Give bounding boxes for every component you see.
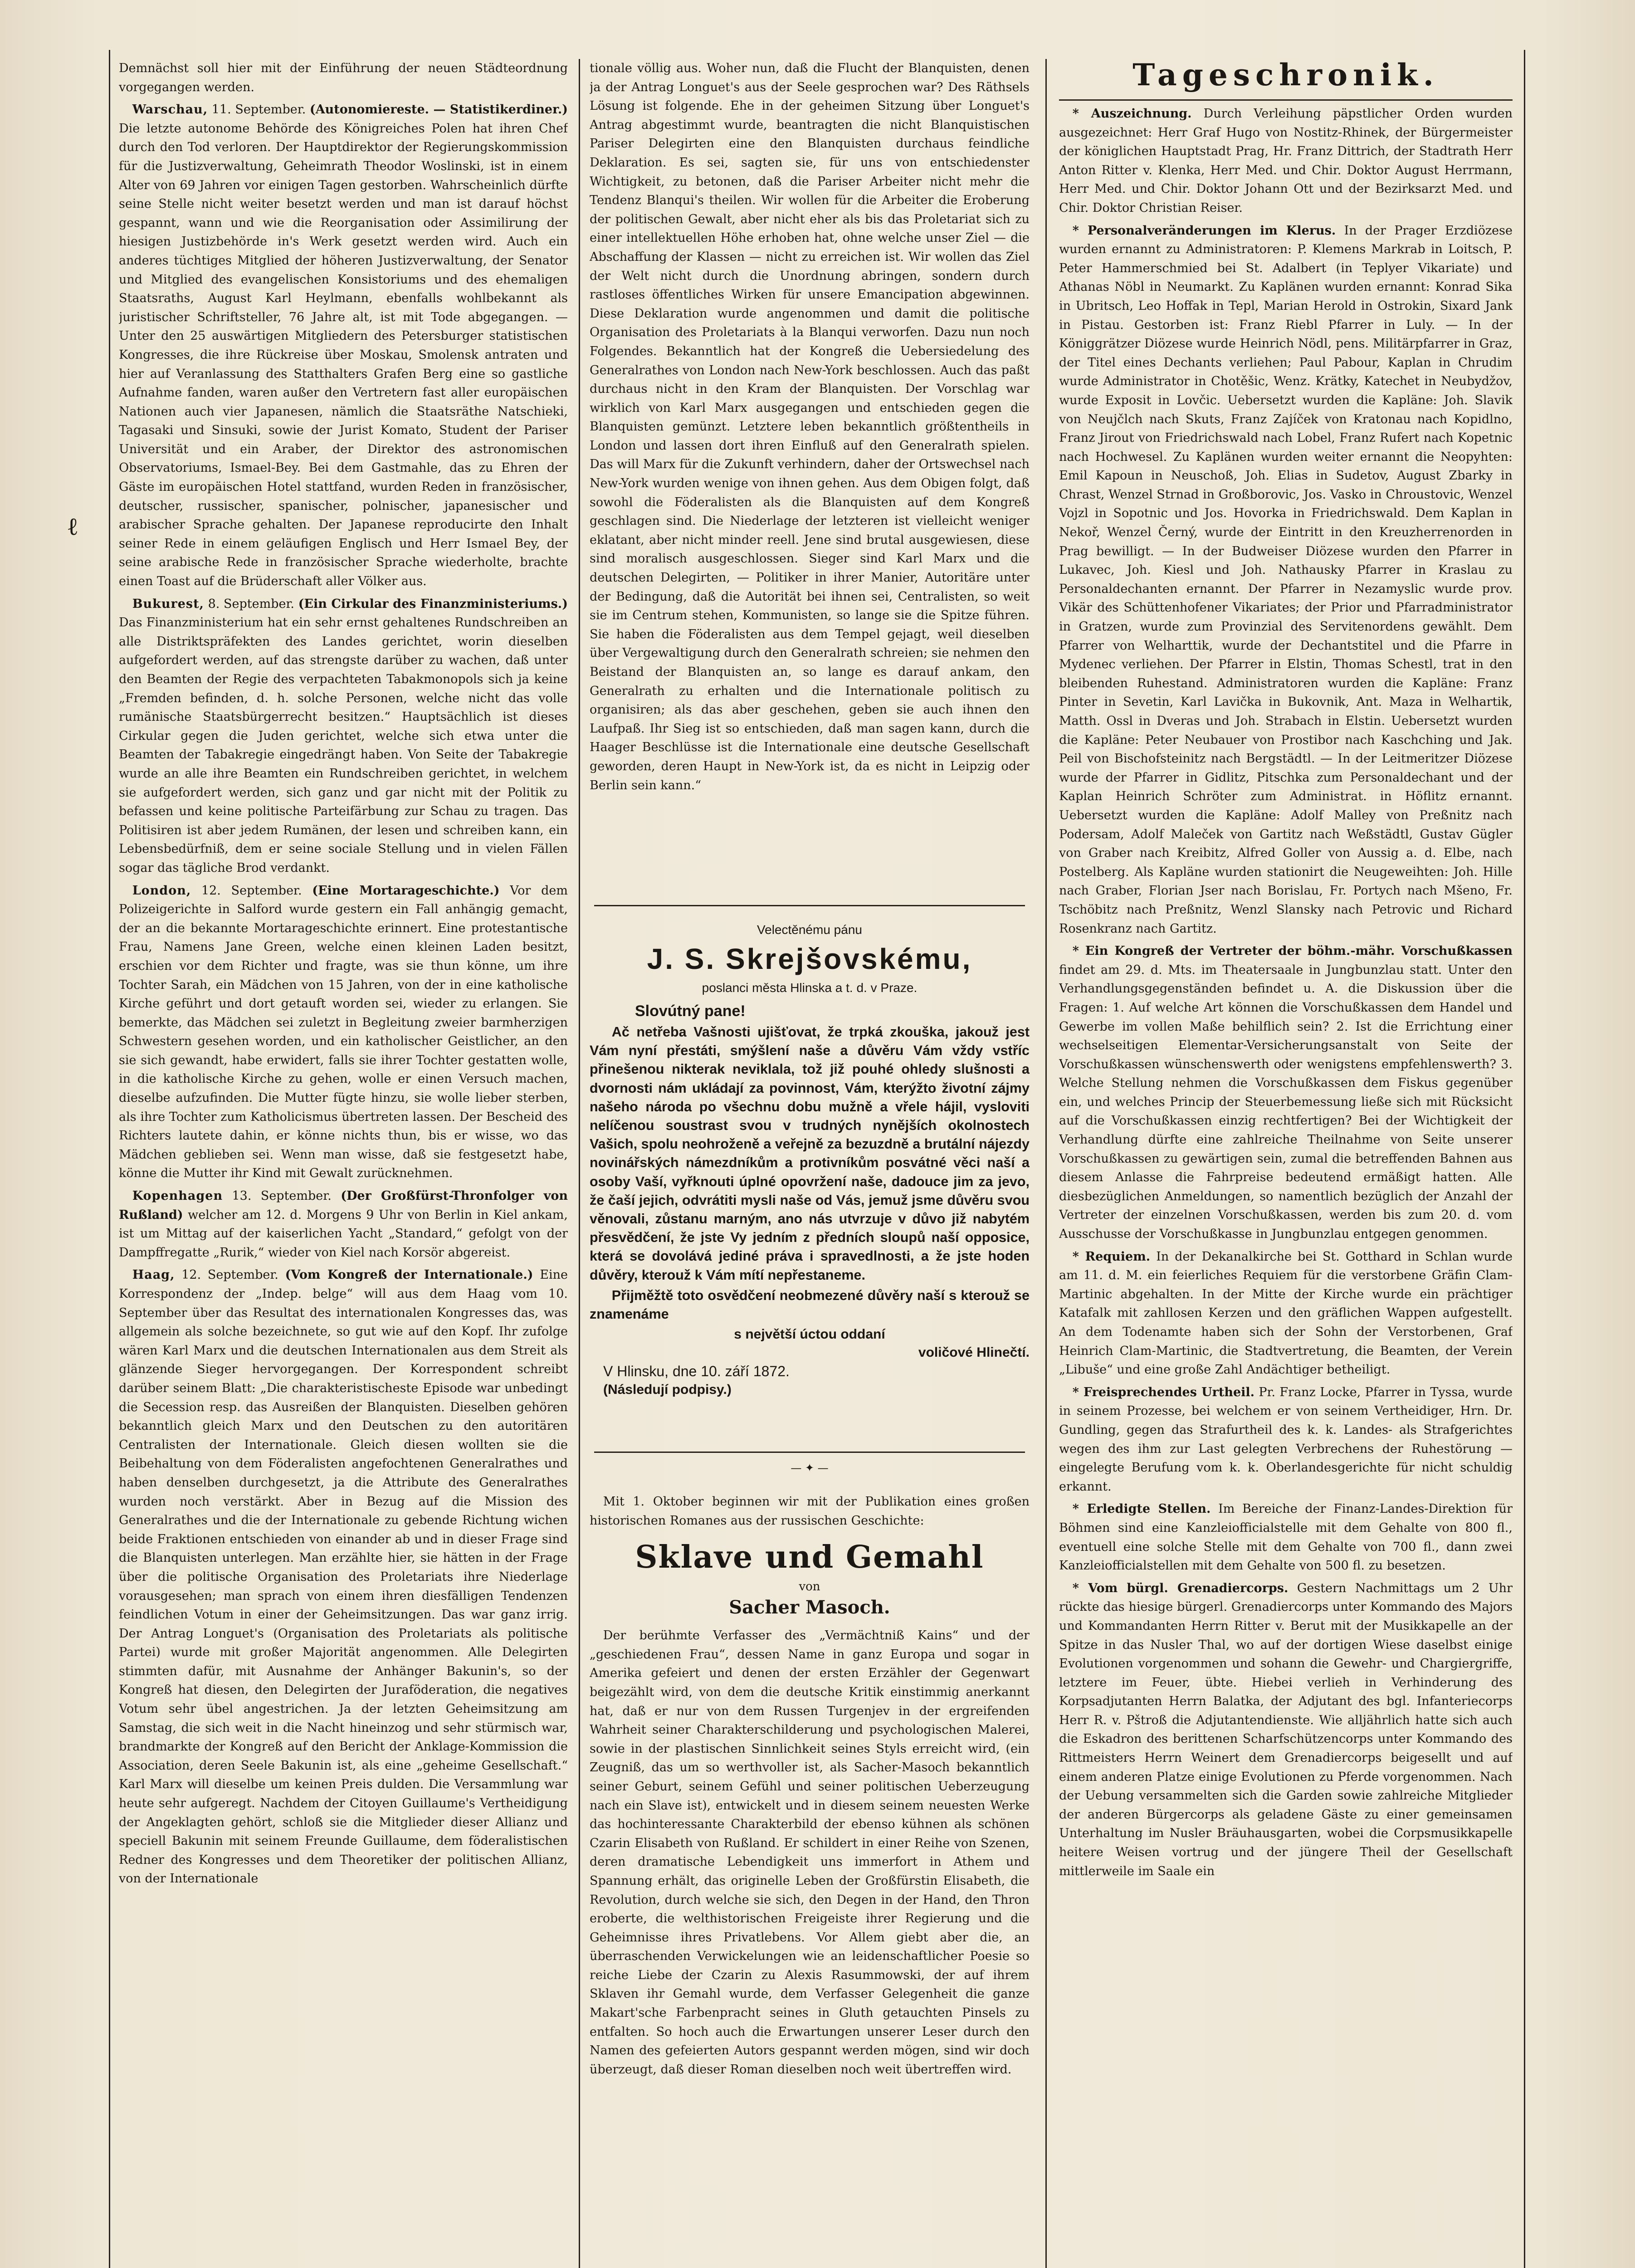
article-dateline: London,	[132, 883, 191, 898]
czech-salutation: Slovútný pane!	[635, 1002, 746, 1020]
article-text: Vor dem Polizeigerichte in Salford wurde gestern ein Fall anhängig gemacht, der an die bekannte Mortarageschichte erinnert. Eine protestantische Frau, Namens Jane Green, welche einen kleinen Laden besitzt, erschien vor dem Richter und fragte, was sie thun könne, um ihre Tochter Sarah, ein Mädchen von 15 Jahren, von der in eine katholische Kirche geführt und dort getauft worden sei, wieder zu erlangen. Sie bemerkte, das Mädchen sei zuletzt in Begleitung zweier barmherzigen Schwestern gesehen worden, und ein katholischer Geistlicher, an den sie sich gewandt, habe erwidert, falls sie ihrer Tochter gestatten wolle, in die katholische Kirche zu gehen, wolle er einen Versuch machen, dieselbe aufzufinden. Die Mutter fügte hinzu, sie wolle lieber sterben, als ihre Tochter zum Katholicismus übertreten lassen. Der Bescheid des Richters lautete dahin, er könne nichts thun, bis er wisse, wo das Mädchen geblieben sei. Wenn man wisse, daß sie festgesetzt habe, könne die Mutter ihr Kind mit Gewalt zurücknehmen.	[119, 883, 568, 1181]
column2-continuation: tionale völlig aus. Woher nun, daß die Flucht der Blanquisten, denen ja der Antrag Longuet's aus der Seele gesprochen war? Des Räthsels Lösung ist folgende. Ehe in der geheimen Sitzung über Longuet's Antrag abgestimmt wurde, beantragten die nicht Blanquistischen Pariser Delegirten eine den Blanquisten durchaus feindliche Deklaration. Es sei, sagten sie, für uns von entschiedenster Wichtigkeit, zu betonen, daß die Pariser Arbeiter nicht mehr die Tendenz Blanqui's theilen. Wir wollen für die Arbeiter die Eroberung der politischen Gewalt, aber nicht eher als bis das Proletariat sich zu einer intellektuellen Höhe erhoben hat, ohne welche unser Ziel — die Abschaffung der Klassen — nicht zu erreichen ist. Wir wollen das Ziel der Welt nicht durch die Unordnung abringen, sondern durch rastloses öffentliches Wirken für unsere Emancipation abgewinnen. Diese Deklaration wurde angenommen und damit die politische Organisation des Proletariats à la Blanqui verworfen. Dazu nun noch Folgendes. Bekanntlich hat der Kongreß die Uebersiedelung des Generalrathes von London nach New-York beschlossen. Auch das paßt durchaus nicht in den Kram der Blanquisten. Der Vorschlag war wirklich von Karl Marx ausgegangen und entschieden gegen die Blanquisten gemünzt. Letztere leben bekanntlich größtentheils in London und lassen dort ihren Einfluß auf den Generalrath spielen. Das will Marx für die Zukunft verhindern, daher der Ortswechsel nach New-York wurden wenige von ihnen gehen. Aus dem Obigen folgt, daß sowohl die Föderalisten als die Blanquisten auf dem Kongreß geschlagen sind. Die Niederlage der letzteren ist vielleicht weniger eklatant, aber nicht minder reell. Jene sind brutal ausgewiesen, diese sind moralisch ausgeschlossen. Sieger sind Karl Marx und die deutschen Delegirten, — Politiker in ihrer Manier, Autoritäre unter der Bedingung, daß die Autorität bei ihnen sei, Centralisten, so weit sie im Centrum stehen, Kommunisten, so lange sie die Spitze führen. Sie haben die Föderalisten aus dem Tempel gejagt, weil dieselben über Vergewaltigung durch den Generalrath schreien; sie nehmen den Beistand der Blanquisten an, so lange es darauf ankam, den Generalrath zu erhalten und die Internationale politisch zu organisiren; als das aber geschehen, geben sie auch ihnen den Laufpaß. Ihr Sieg ist so entschieden, daß man sagen kann, durch die Haager Beschlüsse ist die Internationale eine deutsche Gesellschaft geworden, deren Haupt in New-York ist, da es nicht in Leipzig oder Berlin sein kann.“	[590, 61, 1030, 792]
news-item	[1059, 1383, 1513, 1496]
article-text: Das Finanzministerium hat ein sehr ernst gehaltenes Rundschreiben an alle Distriktspräfekten des Landes gerichtet, worin dieselben aufgefordert werden, auf das strengste darüber zu wachen, daß unter den Beamten der Regie des verpachteten Tabakmonopols sich ja keine „Fremden befinden, d. h. solche Personen, welche nicht das volle rumänische Staatsbürgerrecht besitzen.“ Hauptsächlich ist dieses Cirkular gegen die Juden gerichtet, welche sich etwa unter die Beamten der Tabakregie eingedrängt haben. Von Seite der Tabakregie wurde an alle ihre Beamten ein Rundschreiben gerichtet, in welchem sie aufgefordert werden, sich ganz und gar nicht mit der Politik zu befassen und keine politische Parteifärbung zur Schau zu tragen. Das Politisiren ist aber jedem Rumänen, der lesen und schreiben kann, ein Lebensbedürfniß, dem er seine sociale Stellung und in vielen Fällen sogar das tägliche Brod verdankt.	[119, 616, 568, 875]
news-item	[1059, 221, 1513, 938]
masthead-underline	[1059, 99, 1513, 101]
czech-signature: voličové Hlinečtí.	[918, 1345, 1030, 1360]
news-item	[1059, 104, 1513, 218]
column-3	[1059, 57, 1513, 2268]
separator-line	[594, 1452, 1025, 1453]
column-2-top	[590, 59, 1030, 898]
news-item-text: Im Bereiche der Finanz-Landes-Direktion für Böhmen sind eine Kanzleiofficialstelle mit dem Gehalte von 800 fl., eventuell eine solche Stelle mit dem Gehalte von 700 fl., dann zwei Kanzleiofficialstellen mit dem Gehalte von 500 fl. zu besetzen.	[1059, 1502, 1513, 1573]
czech-paragraph: Ač netřeba Vašnosti ujišťovat, že trpká zkouška, jakouž jest Vám nyní přestáti, smýšlení naše a důvěru Vám vždy vstříc přinešenou nikterak neviklala, tož již pouhé ohledy slušnosti a dvornosti nám ukládají za povinnost, Vám, kterýžto životní zájmy našeho národa po všechnu dobu mužně a vřele hájil, vysloviti nelíčenou soustrast svou v trudných nynějších okolnostech Vašich, spolu neohroženě a veřejně za bezuzdně a brutální nájezdy novinářských námezdníkům a protivníkům posvátné věci naší a osoby Vaší, vyřknouti úplné opovržení naše, dadouce jim za jevo, že čaší jejich, odvrátiti mysli naše od Vás, jemuž jsme důvěru svou věnovali, zůstanu marným, ano nás utvrzuje v důvo již nabytém přesvědčení, že jste Vy jedním z předních sloupů naší opposice, která se dovolává jediné práva i spravedlnosti, a že jste hoden důvěry, kterouž k Vám mítí nepřestaneme.	[590, 1024, 1030, 1283]
column-divider-1	[579, 59, 580, 2268]
article-kopenhagen	[119, 1187, 568, 1262]
news-item-text: Gestern Nachmittags um 2 Uhr rückte das hiesige bürgerl. Grenadiercorps unter Kommando des Majors und Kommandanten Herrn Ritter v. Berut mit der Musikkapelle an der Spitze in das Nusler Thal, wo auf der dortigen Wiese daselbst einige Evolutionen vorgenommen und sohann die Gewehr- und Chargiergriffe, letztere im Feuer, übte. Hiebei verlieh in Verhinderung des Korpsadjutanten Herrn Balatka, der Adjutant des bgl. Infanteriecorps Herr R. v. Pštroß die Adjutantendienste. Wie alljährlich hatte sich auch die Eskadron des berittenen Scharfschützencorps unter Kommando des Rittmeisters Herrn Weinert dem Grenadiercorps beigesellt und auf einem anderen Platze einige Evolutionen zu Pferde vorgenommen. Nach der Uebung versammelten sich die Garden sowie zahlreiche Mitglieder der anderen Bürgercorps als geladene Gäste zu einer gemeinsamen Unterhaltung im Nusler Bräuhausgarten, wobei die Corpsmusikkapelle heitere Weisen vortrug und der jüngere Theil der Gesellschaft mittlerweile im Saale ein	[1059, 1581, 1513, 1878]
article-date: 13. September.	[232, 1189, 332, 1203]
news-item-heading: * Auszeichnung.	[1072, 107, 1192, 121]
news-item-text: Durch Verleihung päpstlicher Orden wurden ausgezeichnet: Herr Graf Hugo von Nostitz-Rhinek, der Bürgermeister der königlichen Hauptstadt Prag, Hr. Franz Dittrich, der Stadtrath Herr Anton Ritter v. Klenka, Herr Med. und Chir. Doktor August Herrmann, Herr Med. und Chir. Doktor Johann Ott und der Bezirksarzt Med. und Chir. Doktor Christian Reiser.	[1059, 107, 1513, 215]
czech-paragraph: Přijměžtě toto osvědčení neobmezené důvěry naší s kterouž se znamenáme	[590, 1287, 1030, 1322]
feuilleton-title: Sklave und Gemahl	[635, 1539, 984, 1576]
article-text: welcher am 12. d. Morgens 9 Uhr von Berlin in Kiel ankam, ist um Mittag auf der kaiserlichen Yacht „Standard,“ gefolgt von der Dampffregatte „Rurik,“ wieder von Kiel nach Korsör abgereist.	[119, 1207, 568, 1260]
news-item	[1059, 1579, 1513, 1881]
article-dateline: Warschau,	[132, 103, 208, 117]
czech-note: (Následují podpisy.)	[603, 1382, 732, 1398]
column1-intro: Demnächst soll hier mit der Einführung der neuen Städteordnung vorgegangen werden.	[119, 61, 568, 94]
news-item-heading: * Requiem.	[1072, 1249, 1151, 1264]
czech-addressee-name: J. S. Skrejšovskému,	[647, 943, 972, 975]
article-bukurest	[119, 595, 568, 878]
czech-body	[590, 1023, 1030, 1324]
news-item	[1059, 1247, 1513, 1379]
news-item-heading: * Personalveränderungen im Klerus.	[1072, 223, 1336, 238]
ornament: — ✦ —	[791, 1461, 829, 1474]
czech-date: V Hlinsku, dne 10. září 1872.	[603, 1363, 790, 1380]
news-item-heading: * Erledigte Stellen.	[1072, 1502, 1211, 1516]
news-item-text: In der Prager Erzdiözese wurden ernannt zu Administratoren: P. Klemens Markrab in Loitsch, P. Peter Hammerschmied bei St. Adalbert (in Teplyer Vikariate) und Athanas Nöbl in Neumarkt. Zu Kaplänen wurden ernannt: Konrad Sika in Ubritsch, Leo Hoffak in Tepl, Marian Herold in Ostrokin, Sixard Jank in Pistau. Gestorben ist: Franz Riebl Pfarrer in Luly. — In der Königgrätzer Diözese wurde Heinrich Nödl, pens. Militärpfarrer in Graz, der Titel eines Dechants verliehen; Paul Pabour, Kaplan in Chrudim wurde Administrator in Chotěšic, Wenz. Krätky, Katechet in Neubydžov, wurde Exposit in Lovčic. Uebersetzt wurden die Kapläne: Joh. Slavik von Neujčlch nach Skuts, Franz Zajíček von Kratonau nach Kopidlno, Franz Jirout von Friedrichswald nach Lobel, Franz Rufert nach Kopetnic nach Hochwesel. Zu Kaplänen wurden weiter ernannt die Neopyhten: Emil Kapoun in Neuschoß, Joh. Elias in Sudetov, August Zbarky in Chrast, Wenzel Strnad in Großborovic, Jos. Vasko in Chroustovic, Wenzel Vojzl in Sopotnic und Jos. Hovorka in Friedrichswald. Dem Kaplan in Nekoř, Wenzel Černý, wurde der Eintritt in den Kreuzherrenorden in Prag bewilligt. — In der Budweiser Diözese wurden den Pfarrer in Lukavec, Joh. Kiesl und Joh. Nathausky Pfarrer in Kraslau zu Personaldechanten ernannt. Der Pfarrer in Nezamyslic wurde prov. Vikär des Schüttenhofener Vikariates; der Prior und Pfarradministrator in Gratzen, wurde zum Provinzial des Servitenordens gewählt. Dem Pfarrer von Welharttik, wurde der Dechantstitel und die Pfarre in Mydenec verliehen. Der Pfarrer in Elstin, Thomas Schestl, trat in den bleibenden Ruhestand. Administratoren wurden die Kapläne: Franz Pinter in Sevetin, Karl Lavička in Bukovnik, Ant. Maza in Welhartik, Matth. Ossl in Dveras und Joh. Strabach in Elstin. Uebersetzt wurden die Kapläne: Peter Neubauer von Prostibor nach Kaschching und Jak. Peil von Bischofsteinitz nach Bergstädtl. — In der Leitmeritzer Diözese wurde der Pfarrer in Gidlitz, Pitschka zum Personaldechant und der Kaplan Heinrich Schröter zum Administrat. in Höflitz ernannt. Uebersetzt wurden die Kapläne: Adolf Malley von Preßnitz nach Podersam, Adolf Maleček von Gartitz nach Weßstädtl, Gustav Gügler von Graber nach Kreibitz, Alfred Goller von Aussig a. d. Elbe, nach Postelberg. Als Kapläne wurden stationirt die Neugeweihten: Joh. Hille nach Graber, Florian Jser nach Borislau, Fr. Portych nach Mšeno, Fr. Tschöbitz nach Preßnitz, Wenzl Slansky nach Petrovic und Richard Rosenkranz nach Gartitz.	[1059, 223, 1513, 936]
news-item-text: findet am 29. d. Mts. im Theatersaale in Jungbunzlau statt. Unter den Verhandlungsgegenständen befindet u. A. die Diskussion über die Fragen: 1. Auf welche Art können die Vorschußkassen dem Handel und Gewerbe im vollen Maße behilflich sein? 2. Ist die Errichtung einer wechselseitigen Elementar-Versicherungsanstalt von Seite der Vorschußkassen wünschenswerth oder wenigstens empfehlenswerth? 3. Welche Stellung nehmen die Vorschußkassen dem Fiskus gegenüber ein, und welches Princip der Steuerbemessung ließe sich mit Rücksicht auf die Vorschußkassen einzig rechtfertigen? Bei der Wichtigkeit der Verhandlung dürfte eine zahlreiche Theilnahme von Seite unserer Vorschußkassen zu gewärtigen sein, zumal die betreffenden Bahnen aus diesem Anlasse die Fahrpreise bedeutend ermäßigt hatten. Alle diesbezüglichen Anmeldungen, so namentlich bezüglich der Anzahl der Vertreter der einzelnen Vorschußkassen, werden bis zum 20. d. vom Ausschusse der Vorschußkasse in Jungbunzlau entgegen genommen.	[1059, 963, 1513, 1242]
article-date: 12. September.	[181, 1268, 278, 1282]
news-item-heading: * Ein Kongreß der Vertreter der böhm.-mähr. Vorschußkassen	[1072, 944, 1513, 958]
feuilleton-von: von	[799, 1580, 820, 1594]
article-date: 12. September.	[201, 883, 302, 898]
feuilleton-intro: Mit 1. Oktober beginnen wir mit der Publikation eines großen historischen Romanes aus der russischen Geschichte:	[590, 1495, 1030, 1528]
article-warschau	[119, 100, 568, 591]
article-topic: (Vom Kongreß der Internationale.)	[285, 1268, 533, 1282]
article-dateline: Bukurest,	[132, 596, 204, 611]
masthead-tageschronik: Tageschronik.	[1132, 57, 1439, 93]
czech-closing: s největší úctou oddaní	[734, 1327, 885, 1342]
feuilleton-text: Der berühmte Verfasser des „Vermächtniß Kains“ und der „geschiedenen Frau“, dessen Name in ganz Europa und sogar in Amerika gefeiert und denen der ersten Erzähler der Gegenwart beigezählt wird, von dem die deutsche Kritik einstimmig anerkannt hat, daß er nur von dem Russen Turgenjev in der ergreifenden Wahrheit seiner Charakterschilderung und psychologischen Malerei, sowie in der plastischen Sinnlichkeit seines Styls erreicht wird, (ein Zeugniß, das um so werthvoller ist, als Sacher-Masoch bekanntlich seiner Geburt, seinem Gefühl und seiner politischen Ueberzeugung nach ein Slave ist), entwickelt und in diesem seinem neuesten Werke das hochinteressante Charakterbild der ebenso kühnen als schönen Czarin Elisabeth von Rußland. Er schildert in einer Reihe von Szenen, deren dramatische Lebendigkeit uns immerfort in Athem und Spannung erhält, das originelle Leben der Großfürstin Elisabeth, die Revolution, durch welche sie sich, den Degen in der Hand, den Thron eroberte, die welthistorischen Freigeiste ihrer Regierung und die Geheimnisse ihres Privatlebens. Vor Allem giebt aber die, an überraschenden Verwickelungen wie an leidenschaftlicher Poesie so reiche Liebe der Czarin zu Alexis Rasummowski, der auf ihrem Sklaven ihr Gemahl wurde, dem Verfasser Gelegenheit die ganze Makart'sche Farbenpracht seines in Gluth getauchten Pinsels zu entfalten. So hoch auch die Erwartungen unserer Leser durch den Namen des gefeierten Autors gespannt werden mögen, sind wir doch überzeugt, daß dieser Roman dieselben noch weit übertreffen wird.	[590, 1628, 1030, 2077]
news-item-text: In der Dekanalkirche bei St. Gotthard in Schlan wurde am 11. d. M. ein feierliches Requiem für die verstorbene Gräfin Clam-Martinic abgehalten. In der Mitte der Kirche wurde ein prächtiger Katafalk mit zahllosen Kerzen und den gräflichen Wappen aufgestellt. An dem Todenamte haben sich der Sohn der Verstorbenen, Graf Heinrich Clam-Martinic, die Stadtvertretung, die Beamten, der Verein „Libuše“ und eine große Zahl Andächtiger betheiligt.	[1059, 1249, 1513, 1377]
article-topic: (Ein Cirkular des Finanzministeriums.)	[298, 596, 568, 611]
article-date: 11. September.	[211, 103, 306, 117]
news-item	[1059, 942, 1513, 1244]
news-item-heading: * Vom bürgl. Grenadiercorps.	[1072, 1581, 1288, 1595]
article-london	[119, 881, 568, 1183]
article-topic: (Eine Mortarageschichte.)	[312, 883, 500, 898]
czech-notice	[590, 921, 1030, 1399]
article-dateline: Haag,	[132, 1268, 175, 1282]
news-item	[1059, 1500, 1513, 1575]
right-border-line	[1524, 50, 1525, 2268]
feuilleton-announcement	[590, 1492, 1030, 2268]
column-1	[119, 59, 568, 2268]
column-divider-2	[1045, 59, 1047, 2268]
article-topic: (Der Großfürst-Thronfolger von Rußland)	[119, 1189, 568, 1222]
separator-line	[594, 905, 1025, 906]
article-text: Eine Korrespondenz der „Indep. belge“ will aus dem Haag vom 10. September über das Resultat des internationalen Kongresses das, was allgemein als solche bezeichnete, so gut wie auf den Kopf. Ihr zufolge wären Karl Marx und die deutschen Internationalen aus dem Streit als glänzende Sieger hervorgegangen. Der Korrespondent schreibt darüber seinem Blatt: „Die charakteristischeste Episode war unbedingt die Secession resp. das Ausreißen der Blanquisten. Dieselben gehören bekanntlich gleich Marx und den Deutschen zu den autoritären Centralisten der Internationale. Gleich diesen wollten sie die Beibehaltung von dem Föderalisten angefochtenen Generalrathes und haben denselben durchgesetzt, ja die Attribute des Generalrathes wurden noch verstärkt. Aber in Bezug auf die Mission des Generalrathes und die der Internationale zu gebende Richtung wichen beide Fraktionen entschieden von einander ab und in dieser Frage sind die Blanquisten unterlegen. Man erzählte hier, sie hätten in der Frage über die politische Organisation des Proletariats ihre Niederlage vorausgesehen; man sprach von einem ihren diesfälligen Tendenzen feindlichen Votum in einer der Geheimsitzungen. Das war ganz irrig. Der Antrag Longuet's (Organisation des Proletariats als politische Partei) wurde mit großer Majorität angenommen. Alle Delegirten stimmten dafür, mit Ausnahme der Anhänger Bakunin's, so der Kongreß hat diesen, den Delegirten der Juraföderation, die negatives Votum sehr übel angestrichen. Ja der letzten Geheimsitzung am Samstag, die sich weit in die Nacht hineinzog und sehr stürmisch war, brandmarkte der Kongreß auf den Bericht der Anklage-Kommission die Association, deren Seele Bakunin ist, als eine „geheime Gesellschaft.“ Karl Marx will dieselbe um keinen Preis dulden. Die Versammlung war heute sehr aufgeregt. Nachdem der Citoyen Guillaume's Vertheidigung der Angeklagten gehört, schloß sie die Mitglieder dieser Allianz und speciell Bakunin mit seinem Freunde Guillaume, dem föderalistischen Redner des Kongresses und dem Theoretiker der politischen Allianz, von der Internationale	[119, 1268, 568, 1886]
feuilleton-author: Sacher Masoch.	[729, 1597, 890, 1618]
article-dateline: Kopenhagen	[132, 1189, 223, 1203]
article-text: Die letzte autonome Behörde des Königreiches Polen hat ihren Chef durch den Tod verloren. Der Hauptdirektor der Regierungskommission für die Justizverwaltung, Geheimrath Theodor Woslinski, ist in einem Alter von 69 Jahren vor einigen Tagen gestorben. Wahrscheinlich dürfte seine Stelle nicht weiter besetzt werden und man ist darauf höchst gespannt, wann und wie die Reorganisation oder Assimilirung der hiesigen Justizbehörde in's Werk gesetzt werden wird. Auch ein anderes tüchtiges Mitglied der höheren Justizverwaltung, der Senator und Mitglied des evangelischen Konsistoriums und des ehemaligen Staatsraths, August Karl Heylmann, ebenfalls wohlbekannt als juristischer Schriftsteller, 76 Jahre alt, ist mit Tode abgegangen. — Unter den 25 auswärtigen Mitgliedern des Petersburger statistischen Kongresses, die ihre Rückreise über Moskau, Smolensk antraten und hier auf Veranlassung des Statthalters Grafen Berg eine so gastliche Aufnahme fanden, waren außer den Vertretern fast aller europäischen Nationen auch vier Japanesen, nämlich die Staatsräthe Natschieki, Tagasaki und Sinsuki, sowie der Jurist Komato, Student der Pariser Universität und ein Araber, der Direktor des astronomischen Observatoriums, Ismael-Bey. Bei dem Gastmahle, das zu Ehren der Gäste im europäischen Hotel stattfand, wurden Reden in französischer, deutscher, russischer, spanischer, polnischer, japanesischer und arabischer Sprache gehalten. Der Japanese reproducirte den Inhalt seiner Rede in einem geläufigen Englisch und Herr Ismael Bey, der seine arabische Rede in französischer Sprache wiederholte, brachte einen Toast auf die Brüderschaft aller Völker aus.	[119, 121, 568, 589]
margin-mark: ℓ	[68, 512, 78, 541]
article-topic: (Autonomiereste. — Statistikerdiner.)	[309, 103, 568, 117]
left-border-line	[109, 50, 110, 2268]
article-haag	[119, 1266, 568, 1888]
czech-addressee-title: poslanci města Hlinska a t. d. v Praze.	[702, 981, 918, 995]
article-date: 8. September.	[208, 596, 294, 611]
news-item-heading: * Freisprechendes Urtheil.	[1072, 1385, 1255, 1399]
news-item-text: Pr. Franz Locke, Pfarrer in Tyssa, wurde in seinem Prozesse, bei welchem er von seinem Vertheidiger, Hrn. Dr. Gundling, gegen das Strafurtheil des k. k. Landes- als Strafgerichtes wegen des ihm zur Last gelegten Verbrechens der Ruhestörung — eingelegte Berufung vom k. k. Oberlandesgerichte für nicht schuldig erkannt.	[1059, 1385, 1513, 1494]
czech-addressee-line: Velectěnému pánu	[757, 923, 862, 937]
